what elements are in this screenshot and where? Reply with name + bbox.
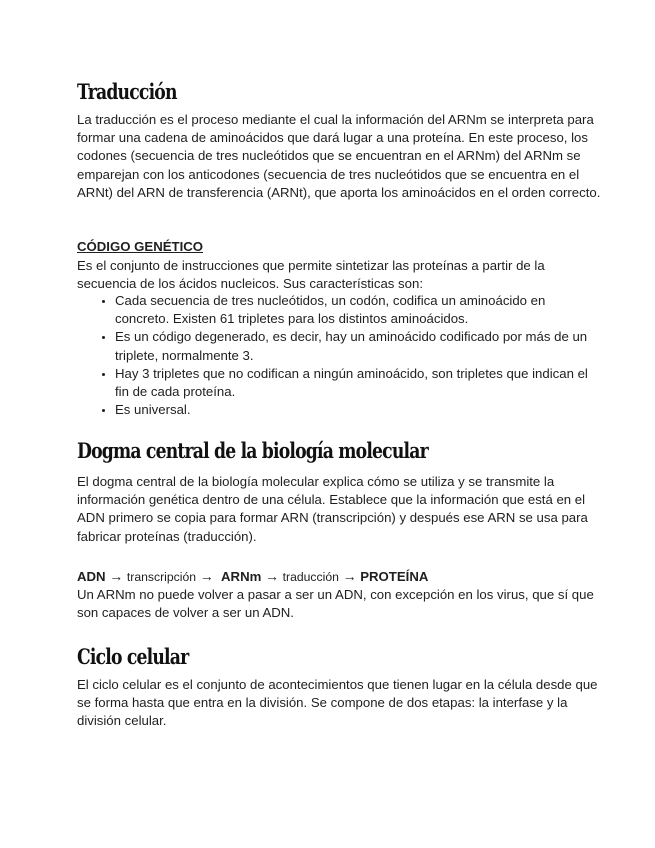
heading-traduccion: Traducción — [77, 79, 177, 104]
list-codigo-caracteristicas — [77, 292, 595, 419]
flow-arnm: ARNm — [221, 569, 262, 584]
arrow-icon: → — [342, 568, 357, 584]
arrow-icon: → — [109, 568, 124, 584]
flow-traduccion: traducción — [282, 570, 339, 584]
paragraph-codigo-intro: Es el conjunto de instrucciones que permite sintetizar las proteínas a partir de la secuencia de los ácidos nucleicos. Sus características son: — [77, 258, 545, 292]
arrow-icon: → — [199, 568, 214, 584]
flow-adn: ADN — [77, 569, 106, 584]
paragraph-traduccion: La traducción es el proceso mediante el cual la información del ARNm se interpreta para formar una cadena de aminoácidos que dará lugar a una proteína. En este proceso, los codones (secuencia de tres nucleótidos que se encuentran en el ARNm) del ARNm se emparejan con los anticodones (secuencia de tres nucleótidos que se encuentra en el ARNt) del ARN de transferencia (ARNt), que aporta los aminoácidos en el orden correcto. — [77, 112, 601, 200]
heading-ciclo-celular: Ciclo celular — [77, 644, 189, 669]
flow-transcripcion: transcripción — [126, 570, 197, 584]
arrow-icon: → — [264, 568, 279, 584]
list-item: • Cada secuencia de tres nucleótidos, un codón, codifica un aminoácido en concreto. Existen 61 tripletes para los distintos aminoácidos. — [115, 292, 595, 328]
flow-proteina: PROTEÍNA — [360, 569, 429, 584]
list-item: • Es un código degenerado, es decir, hay un aminoácido codificado por más de un triplete, normalmente 3. — [115, 328, 595, 364]
subheading-codigo-genetico: CÓDIGO GENÉTICO — [77, 239, 204, 254]
paragraph-ciclo-celular: El ciclo celular es el conjunto de acontecimientos que tienen lugar en la célula desde que se forma hasta que entra en la división. Se compone de dos etapas: la interfase y la división celular. — [77, 677, 598, 729]
heading-dogma: Dogma central de la biología molecular — [77, 438, 428, 463]
paragraph-dogma-note: Un ARNm no puede volver a pasar a ser un ADN, con excepción en los virus, que sí que son capaces de volver a ser un ADN. — [77, 587, 594, 621]
paragraph-dogma: El dogma central de la biología molecular explica cómo se utiliza y se transmite la información genética dentro de una célula. Establece que la información que está en el ADN primero se copia para formar ARN (transcripción) y después ese ARN se usa para fabricar proteínas (traducción). — [77, 474, 588, 544]
list-item: • Hay 3 tripletes que no codifican a ningún aminoácido, son tripletes que indican el fin de cada proteína. — [115, 365, 595, 401]
list-item: • Es universal. — [115, 401, 595, 419]
dogma-flow — [77, 567, 428, 586]
